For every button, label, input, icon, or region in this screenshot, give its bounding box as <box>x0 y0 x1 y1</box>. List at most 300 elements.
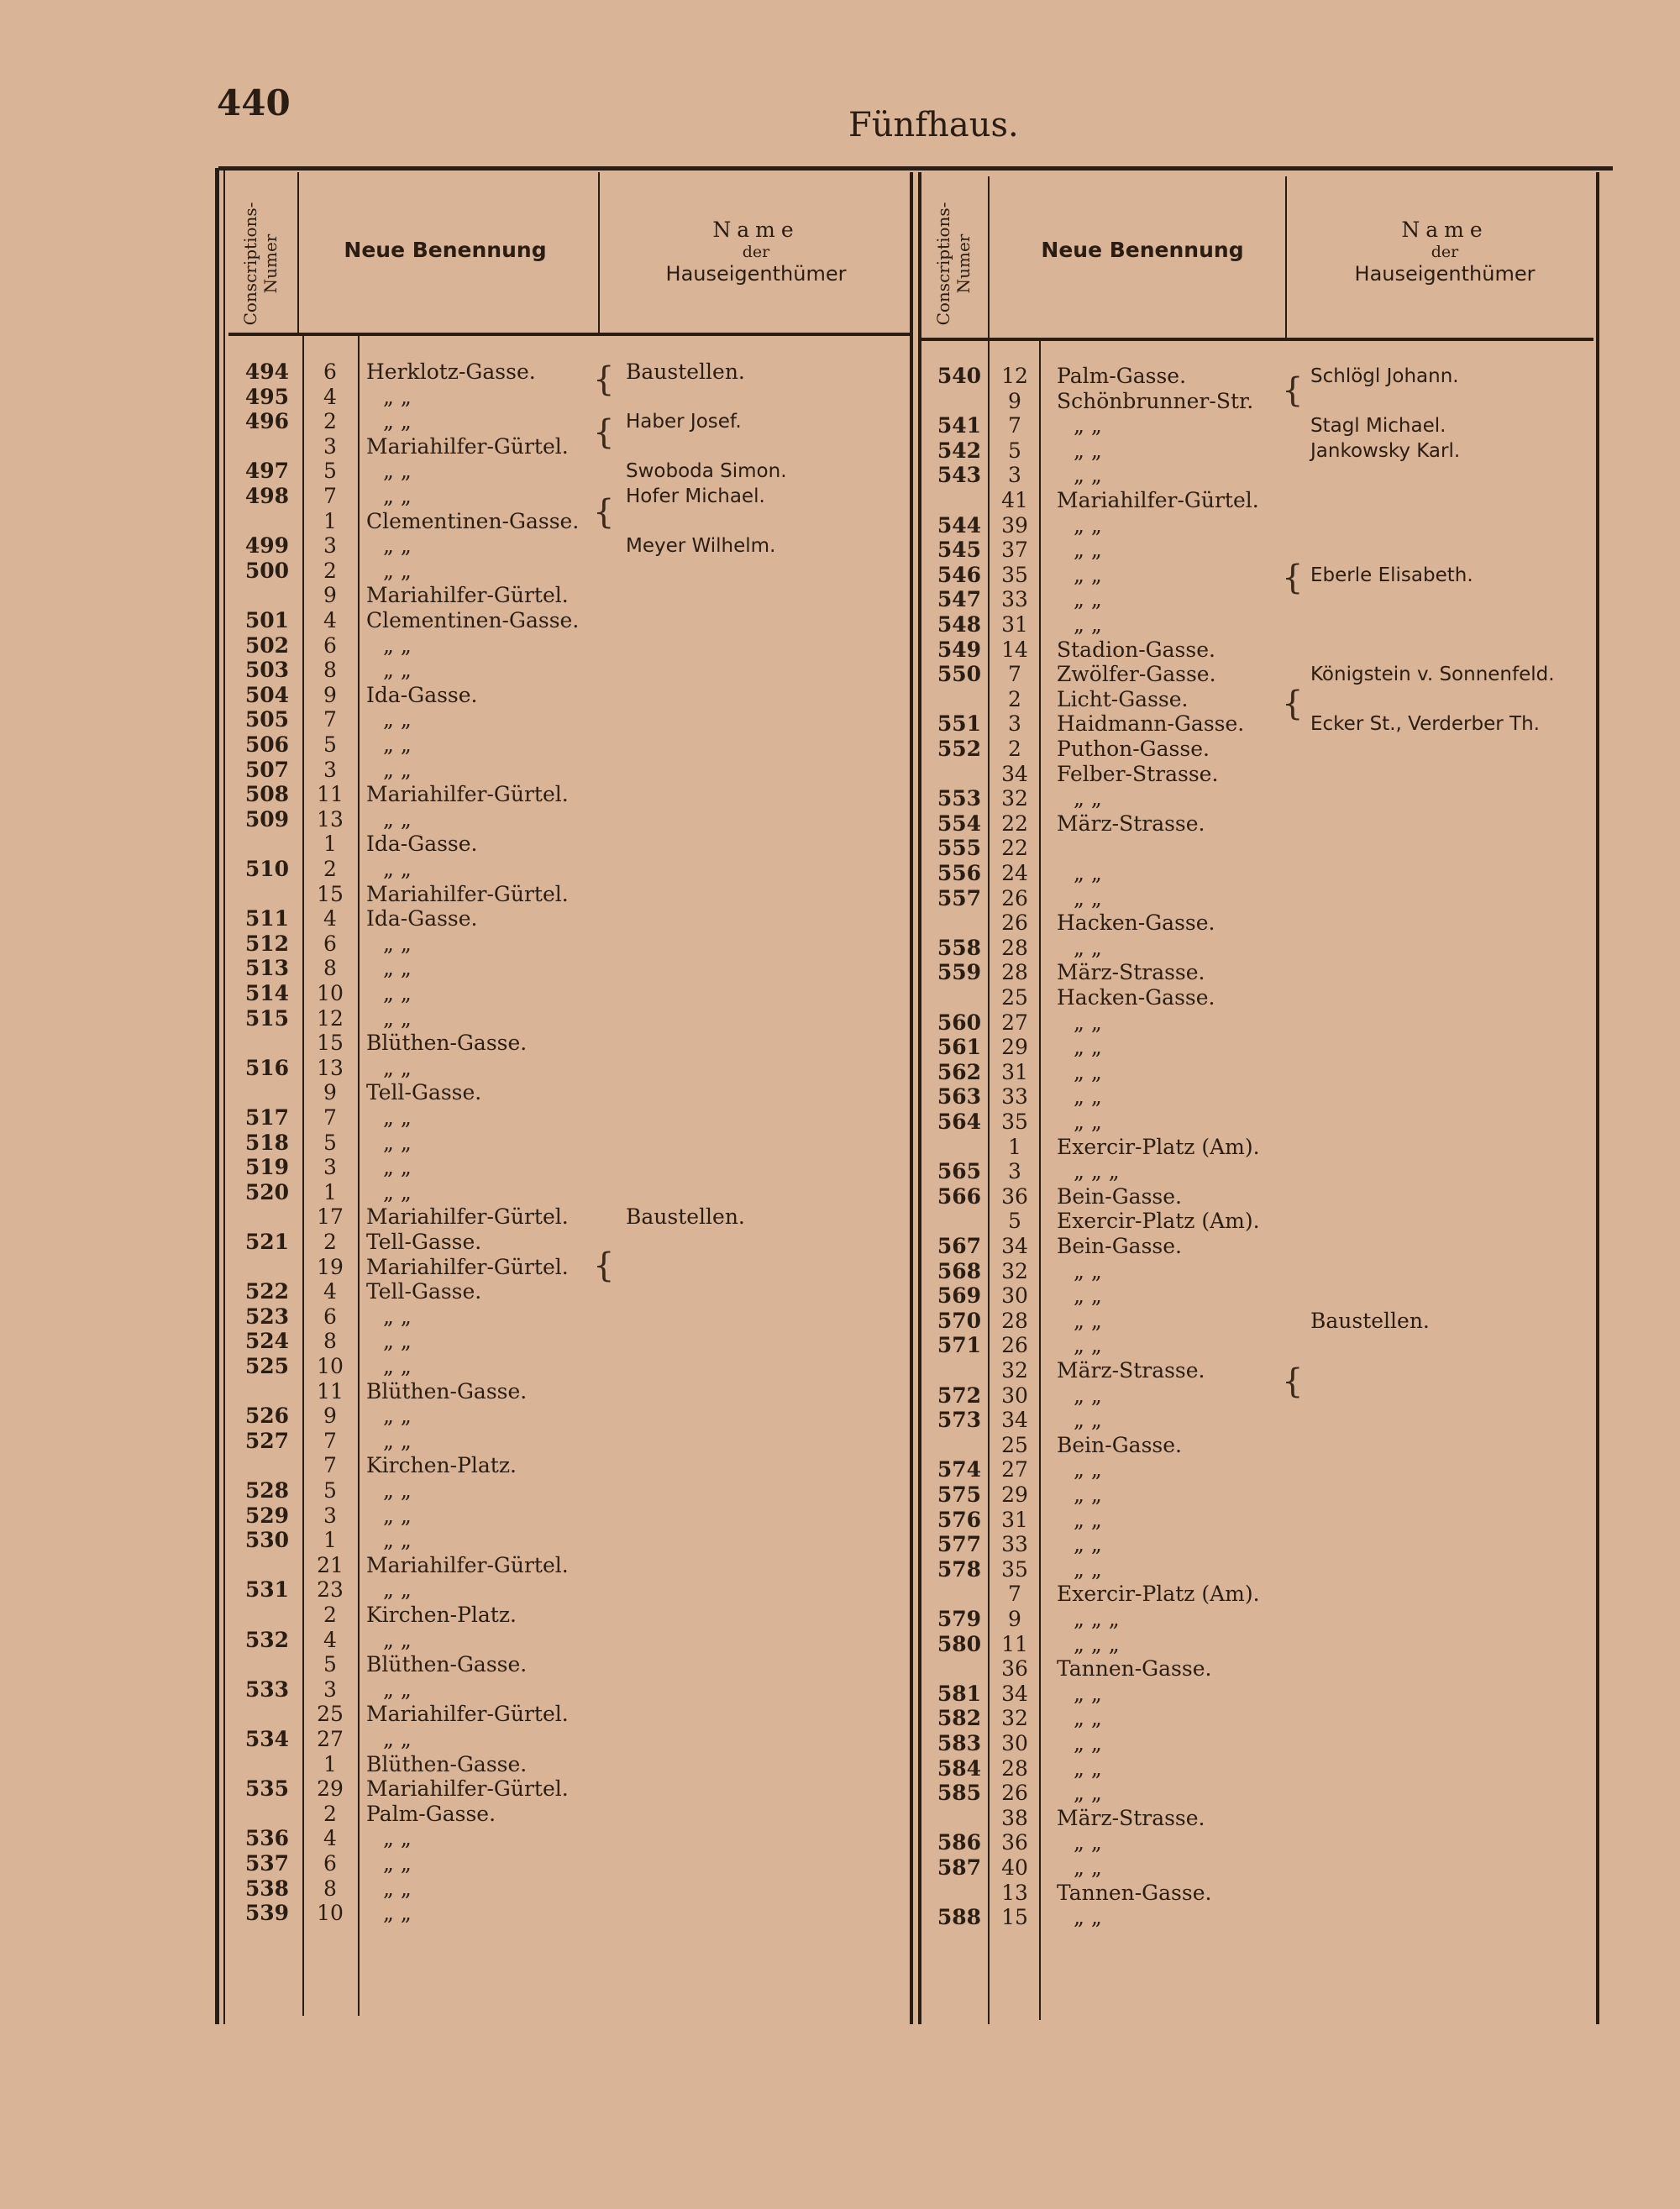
street-name: Felber-Strasse. <box>1057 761 1219 786</box>
table-row <box>0 1830 1680 1855</box>
table-row <box>0 1433 1680 1458</box>
table-row <box>0 389 1680 414</box>
house-number: 11 <box>317 1378 344 1404</box>
header-der-word: der <box>1431 243 1459 261</box>
house-number: 32 <box>1001 1258 1028 1283</box>
house-number: 1 <box>323 508 337 533</box>
column-divider-right-3 <box>1285 176 1287 340</box>
header-hauseigenthuemer-word: Hauseigenthümer <box>665 262 847 286</box>
table-row <box>0 1706 1680 1731</box>
conscription-number: 526 <box>244 1404 289 1429</box>
table-row <box>0 1632 1680 1657</box>
house-number: 6 <box>323 1304 337 1329</box>
street-name: Tell-Gasse. <box>366 1279 482 1304</box>
house-number: 27 <box>317 1727 344 1751</box>
house-number: 13 <box>1001 1880 1028 1905</box>
street-name: „ „ <box>383 632 412 658</box>
owner-name: Schlögl Johann. <box>1310 365 1459 387</box>
conscription-number: 510 <box>244 857 289 881</box>
house-number: 9 <box>323 1404 337 1429</box>
conscription-number: 530 <box>244 1528 289 1553</box>
table-row <box>0 1234 1680 1259</box>
conscription-number: 525 <box>244 1354 289 1378</box>
house-number: 3 <box>323 757 337 782</box>
house-number: 33 <box>1001 1084 1028 1110</box>
house-number: 7 <box>323 484 337 508</box>
street-name: „ „ <box>383 857 412 881</box>
table-row <box>0 1333 1680 1358</box>
street-name: „ „ <box>383 981 412 1005</box>
street-name: Mariahilfer-Gürtel. <box>366 433 569 459</box>
table-row <box>0 1309 1680 1334</box>
conscription-number: 515 <box>244 1005 289 1031</box>
table-row <box>0 563 1680 588</box>
table-row <box>0 1159 1680 1184</box>
conscription-number: 508 <box>244 782 289 807</box>
conscription-number: 494 <box>244 359 289 384</box>
table-row <box>0 1881 1680 1906</box>
house-number: 2 <box>1008 686 1021 711</box>
owner-name: Hofer Michael. <box>626 485 765 507</box>
house-number: 5 <box>323 732 337 757</box>
table-row <box>0 488 1680 513</box>
conscription-number: 506 <box>244 732 289 757</box>
house-number: 4 <box>323 1627 337 1652</box>
conscription-number: 500 <box>244 558 289 583</box>
table-row <box>0 1806 1680 1831</box>
street-name: „ „ <box>383 1478 412 1503</box>
conscription-number: 551 <box>937 711 981 737</box>
conscription-number: 507 <box>244 757 289 782</box>
table-row <box>0 662 1680 687</box>
house-number: 40 <box>1001 1855 1028 1880</box>
house-number: 29 <box>317 1776 344 1802</box>
street-name: „ „ <box>1074 538 1102 563</box>
house-number: 35 <box>1001 1110 1028 1134</box>
house-number: 34 <box>1001 1408 1028 1433</box>
street-name: Haidmann-Gasse. <box>1057 711 1245 737</box>
house-number: 3 <box>1008 1159 1021 1184</box>
conscription-number: 503 <box>244 658 289 683</box>
house-number: 8 <box>323 1876 337 1901</box>
house-number: 36 <box>1001 1656 1028 1682</box>
street-name: Hacken-Gasse. <box>1057 910 1215 936</box>
brace-right-4: { <box>1282 1362 1304 1401</box>
table-row <box>0 1010 1680 1036</box>
table-row <box>0 1135 1680 1160</box>
table-row <box>0 1682 1680 1707</box>
street-name: „ „ <box>383 732 412 757</box>
house-number: 28 <box>1001 935 1028 960</box>
conscription-number: 509 <box>244 806 289 832</box>
street-name: „ „ <box>1074 1556 1102 1582</box>
table-row <box>0 1582 1680 1607</box>
street-name: „ „ <box>383 707 412 732</box>
street-name: Palm-Gasse. <box>366 1801 496 1826</box>
street-name: Exercir-Platz (Am). <box>1057 1134 1260 1159</box>
house-number: 1 <box>323 832 337 857</box>
conscription-number: 528 <box>244 1478 289 1503</box>
conscription-number: 566 <box>937 1183 981 1209</box>
house-number: 10 <box>317 1354 344 1378</box>
street-name: „ „ <box>1074 1830 1102 1855</box>
street-name: Mariahilfer-Gürtel. <box>1057 488 1259 512</box>
house-number: 26 <box>1001 1781 1028 1806</box>
house-number: 9 <box>1008 388 1021 413</box>
house-number: 7 <box>323 1453 337 1478</box>
street-name: Kirchen-Platz. <box>366 1603 517 1627</box>
street-name: „ „ <box>1074 1681 1102 1706</box>
conscription-number: 574 <box>937 1457 981 1482</box>
house-number: 7 <box>323 707 337 732</box>
table-row <box>0 1084 1680 1110</box>
street-name: „ „ <box>1074 1035 1102 1060</box>
house-number: 35 <box>1001 562 1028 587</box>
house-number: 10 <box>317 981 344 1005</box>
house-number: 3 <box>323 1155 337 1180</box>
house-number: 3 <box>323 1676 337 1702</box>
table-row <box>0 413 1680 438</box>
house-number: 2 <box>323 1230 337 1254</box>
table-row <box>0 1035 1680 1060</box>
street-name: Herklotz-Gasse. <box>366 359 536 384</box>
conscription-number: 584 <box>937 1755 981 1781</box>
house-number: 1 <box>323 1751 337 1776</box>
conscription-number: 520 <box>244 1179 289 1204</box>
house-number: 26 <box>1001 885 1028 910</box>
house-number: 8 <box>323 1329 337 1354</box>
street-name: „ „ <box>383 1005 412 1031</box>
street-name: „ „ <box>383 1329 412 1354</box>
street-name: „ „ „ <box>1074 1631 1120 1656</box>
conscription-number: 542 <box>937 438 981 463</box>
house-number: 13 <box>317 1055 344 1080</box>
house-number: 33 <box>1001 1532 1028 1557</box>
conscription-number: 546 <box>937 562 981 587</box>
conscription-number: 585 <box>937 1781 981 1806</box>
street-name: „ „ <box>383 1676 412 1702</box>
street-name: „ „ <box>383 1404 412 1429</box>
table-row <box>0 886 1680 911</box>
house-number: 22 <box>1001 811 1028 836</box>
house-number: 34 <box>1001 1234 1028 1258</box>
street-name: „ „ <box>383 484 412 508</box>
table-row <box>0 1855 1680 1881</box>
street-name: „ „ <box>383 1503 412 1528</box>
house-number: 28 <box>1001 1308 1028 1333</box>
table-row <box>0 1656 1680 1682</box>
conscription-number: 588 <box>937 1905 981 1930</box>
street-name: „ „ <box>383 1627 412 1652</box>
conscription-number: 534 <box>244 1727 289 1751</box>
street-name: Mariahilfer-Gürtel. <box>366 1702 569 1727</box>
header-conscriptions-left: Conscriptions-Numer <box>240 202 281 326</box>
house-number: 15 <box>317 1031 344 1056</box>
house-number: 8 <box>323 658 337 683</box>
conscription-number: 568 <box>937 1258 981 1283</box>
house-number: 7 <box>1008 413 1021 438</box>
house-number: 15 <box>317 881 344 906</box>
header-bottom-rule-left <box>228 333 913 336</box>
table-row <box>0 1283 1680 1309</box>
street-name: Licht-Gasse. <box>1057 686 1189 711</box>
conscription-number: 538 <box>244 1876 289 1901</box>
house-number: 10 <box>317 1901 344 1926</box>
house-number: 4 <box>323 1826 337 1851</box>
street-name: „ „ <box>383 1876 412 1901</box>
house-number: 6 <box>323 931 337 956</box>
conscription-number: 519 <box>244 1155 289 1180</box>
table-row <box>0 985 1680 1010</box>
brace-left-4: { <box>593 1246 615 1285</box>
street-name: Clementinen-Gasse. <box>366 508 580 533</box>
house-number: 38 <box>1001 1805 1028 1830</box>
conscription-number: 578 <box>937 1556 981 1582</box>
street-name: „ „ <box>383 1130 412 1155</box>
street-name: „ „ <box>383 558 412 583</box>
conscription-number: 543 <box>937 463 981 488</box>
house-number: 3 <box>323 1503 337 1528</box>
street-name: „ „ <box>383 533 412 559</box>
table-row <box>0 762 1680 787</box>
house-number: 9 <box>1008 1607 1021 1631</box>
house-number: 7 <box>1008 662 1021 687</box>
house-number: 6 <box>323 632 337 658</box>
house-number: 32 <box>1001 1706 1028 1731</box>
house-number: 25 <box>1001 985 1028 1010</box>
house-number: 12 <box>1001 364 1028 388</box>
street-name: „ „ <box>1074 438 1102 463</box>
house-number: 31 <box>1001 1507 1028 1532</box>
header-hauseigenthuemer-word: Hauseigenthümer <box>1354 262 1536 286</box>
house-number: 1 <box>1008 1134 1021 1159</box>
street-name: „ „ <box>1074 1731 1102 1755</box>
street-name: „ „ <box>1074 1283 1102 1309</box>
header-der-word: der <box>742 243 770 261</box>
house-number: 39 <box>1001 512 1028 538</box>
street-name: März-Strasse. <box>1057 1358 1205 1383</box>
conscription-number: 501 <box>244 608 289 632</box>
house-number: 7 <box>1008 1582 1021 1607</box>
house-number: 13 <box>317 806 344 832</box>
table-row <box>0 836 1680 861</box>
table-row <box>0 786 1680 811</box>
brace-right-1: { <box>1282 371 1304 410</box>
conscription-number: 517 <box>244 1105 289 1130</box>
street-name: „ „ <box>1074 1110 1102 1134</box>
conscription-number: 567 <box>937 1234 981 1258</box>
street-name: Bein-Gasse. <box>1057 1234 1182 1258</box>
house-number: 28 <box>1001 1755 1028 1781</box>
conscription-number: 550 <box>937 662 981 687</box>
street-name: „ „ <box>1074 463 1102 488</box>
house-number: 27 <box>1001 1457 1028 1482</box>
street-name: „ „ <box>1074 1010 1102 1035</box>
header-name-word: Name <box>712 218 800 242</box>
house-number: 2 <box>323 1801 337 1826</box>
street-name: Blüthen-Gasse. <box>366 1378 528 1404</box>
street-name: „ „ <box>1074 1258 1102 1283</box>
house-number: 7 <box>323 1428 337 1453</box>
street-name: Blüthen-Gasse. <box>366 1652 528 1677</box>
conscription-number: 575 <box>937 1482 981 1507</box>
house-number: 30 <box>1001 1731 1028 1755</box>
street-name: „ „ <box>383 1155 412 1180</box>
street-name: „ „ <box>1074 1706 1102 1731</box>
header-neue-benennung-left: Neue Benennung <box>344 238 547 262</box>
conscription-number: 571 <box>937 1333 981 1358</box>
house-number: 2 <box>323 558 337 583</box>
street-name: „ „ <box>1074 1084 1102 1110</box>
owner-name: Baustellen. <box>626 359 745 384</box>
street-name: März-Strasse. <box>1057 1805 1205 1830</box>
house-number: 17 <box>317 1204 344 1230</box>
conscription-number: 581 <box>937 1681 981 1706</box>
column-divider-left-3 <box>598 172 600 333</box>
house-number: 3 <box>323 533 337 559</box>
house-number: 2 <box>323 409 337 434</box>
owner-name: Meyer Wilhelm. <box>626 535 776 558</box>
conscription-number: 576 <box>937 1507 981 1532</box>
house-number: 8 <box>323 956 337 981</box>
street-name: „ „ <box>383 1727 412 1751</box>
page-number: 440 <box>217 82 291 123</box>
street-name: „ „ <box>383 658 412 683</box>
conscription-number: 498 <box>244 484 289 508</box>
table-row <box>0 1408 1680 1433</box>
street-name: „ „ <box>383 1304 412 1329</box>
owner-name: Königstein v. Sonnenfeld. <box>1310 664 1555 686</box>
street-name: „ „ <box>383 1055 412 1080</box>
street-name: „ „ <box>1074 1408 1102 1433</box>
table-row <box>0 1532 1680 1557</box>
table-row <box>0 538 1680 563</box>
street-name: Tannen-Gasse. <box>1057 1880 1212 1905</box>
street-name: „ „ <box>383 931 412 956</box>
street-name: März-Strasse. <box>1057 960 1205 985</box>
street-name: „ „ <box>383 1901 412 1926</box>
table-row <box>0 1358 1680 1383</box>
conscription-number: 533 <box>244 1676 289 1702</box>
owner-name: Stagl Michael. <box>1310 415 1446 438</box>
street-name: „ „ <box>1074 562 1102 587</box>
house-number: 25 <box>1001 1432 1028 1457</box>
house-number: 4 <box>323 906 337 931</box>
house-number: 22 <box>1001 836 1028 861</box>
house-number: 4 <box>323 608 337 632</box>
house-number: 31 <box>1001 612 1028 637</box>
table-row <box>0 364 1680 389</box>
street-name: Ida-Gasse. <box>366 832 478 857</box>
table-row <box>0 1060 1680 1085</box>
conscription-number: 549 <box>937 637 981 662</box>
conscription-number: 570 <box>937 1308 981 1333</box>
table-row <box>0 1110 1680 1135</box>
street-name: Schönbrunner-Str. <box>1057 388 1254 413</box>
street-name: Mariahilfer-Gürtel. <box>366 1254 569 1279</box>
conscription-number: 537 <box>244 1851 289 1876</box>
conscription-number: 577 <box>937 1532 981 1557</box>
conscription-number: 527 <box>244 1428 289 1453</box>
street-name: Clementinen-Gasse. <box>366 608 580 632</box>
house-number: 3 <box>1008 711 1021 737</box>
conscription-number: 522 <box>244 1279 289 1304</box>
conscription-number: 532 <box>244 1627 289 1652</box>
conscription-number: 586 <box>937 1830 981 1855</box>
street-name: „ „ <box>1074 612 1102 637</box>
table-row <box>0 960 1680 985</box>
house-number: 4 <box>323 384 337 409</box>
house-number: 11 <box>317 782 344 807</box>
street-name: „ „ <box>1074 1755 1102 1781</box>
header-name-right <box>1302 217 1588 287</box>
street-name: Mariahilfer-Gürtel. <box>366 1552 569 1577</box>
street-name: Ida-Gasse. <box>366 682 478 707</box>
street-name: Mariahilfer-Gürtel. <box>366 881 569 906</box>
house-number: 4 <box>323 1279 337 1304</box>
street-name: „ „ <box>383 1851 412 1876</box>
owner-name: Swoboda Simon. <box>626 460 787 483</box>
house-number: 28 <box>1001 960 1028 985</box>
conscription-number: 565 <box>937 1159 981 1184</box>
house-number: 2 <box>323 857 337 881</box>
street-name: „ „ <box>383 1428 412 1453</box>
conscription-number: 572 <box>937 1383 981 1408</box>
table-row <box>0 861 1680 886</box>
street-name: März-Strasse. <box>1057 811 1205 836</box>
street-name: „ „ <box>1074 1905 1102 1930</box>
house-number: 31 <box>1001 1059 1028 1084</box>
house-number: 23 <box>317 1577 344 1603</box>
house-number: 32 <box>1001 1358 1028 1383</box>
street-name: „ „ <box>1074 1855 1102 1880</box>
house-number: 5 <box>323 1652 337 1677</box>
street-name: „ „ <box>1074 587 1102 612</box>
street-name: „ „ <box>383 1528 412 1553</box>
header-conscriptions-right: Conscriptions-Numer <box>933 202 974 326</box>
table-row <box>0 1905 1680 1930</box>
conscription-number: 547 <box>937 587 981 612</box>
street-name: Puthon-Gasse. <box>1057 737 1210 761</box>
street-name: Mariahilfer-Gürtel. <box>366 782 569 807</box>
conscription-number: 587 <box>937 1855 981 1880</box>
house-number: 34 <box>1001 1681 1028 1706</box>
table-row <box>0 1209 1680 1234</box>
house-number: 36 <box>1001 1183 1028 1209</box>
conscription-number: 514 <box>244 981 289 1005</box>
owner-name: Baustellen. <box>626 1204 745 1230</box>
street-name: „ „ <box>1074 1781 1102 1806</box>
table-row <box>0 1508 1680 1533</box>
conscription-number: 563 <box>937 1084 981 1110</box>
street-name: „ „ <box>383 1179 412 1204</box>
conscription-number: 554 <box>937 811 981 836</box>
conscription-number: 545 <box>937 538 981 563</box>
street-name: Tannen-Gasse. <box>1057 1656 1212 1682</box>
house-number: 24 <box>1001 861 1028 885</box>
house-number: 33 <box>1001 587 1028 612</box>
table-row <box>0 1259 1680 1284</box>
street-name: „ „ <box>1074 512 1102 538</box>
table-row <box>0 1607 1680 1632</box>
header-bottom-rule-right <box>918 338 1593 341</box>
house-number: 26 <box>1001 1333 1028 1358</box>
street-name: Mariahilfer-Gürtel. <box>366 1776 569 1802</box>
house-number: 29 <box>1001 1035 1028 1060</box>
house-number: 29 <box>1001 1482 1028 1507</box>
conscription-number: 548 <box>937 612 981 637</box>
conscription-number: 518 <box>244 1130 289 1155</box>
